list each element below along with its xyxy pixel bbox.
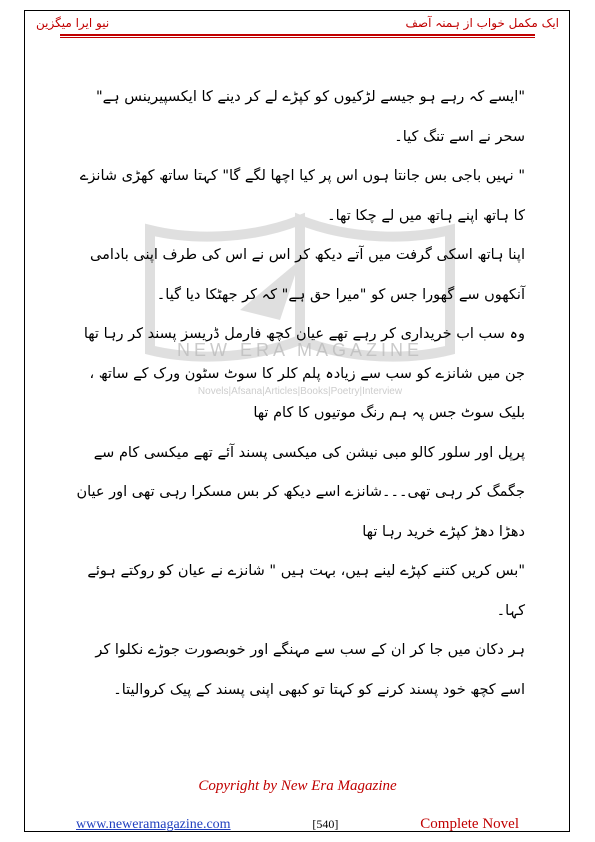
magazine-name: نیو ایرا میگزین bbox=[36, 16, 110, 30]
watermark-title: NEW ERA MAGAZINE bbox=[176, 340, 424, 360]
novel-title: ایک مکمل خواب از ہمنہ آصف bbox=[405, 16, 559, 30]
page-number: [540] bbox=[312, 817, 339, 831]
paragraph: " نہیں باجی بس جانتا ہوں اس پر کیا اچھا لگے گا" کہتا ساتھ کھڑی شانزے کا ہاتھ اپنے ہاتھ میں لے چکا تھا۔ bbox=[79, 168, 525, 224]
paragraph: وہ سب اب خریداری کر رہے تھے عیان کچھ فارمل ڈریسز پسند کر رہا تھا bbox=[83, 326, 525, 342]
page-footer bbox=[76, 816, 519, 833]
website-link[interactable]: www.neweramagazine.com bbox=[76, 816, 231, 832]
paragraph: ہر دکان میں جا کر ان کے سب سے مہنگے اور خوبصورت جوڑے نکلوا کر اسے کچھ خود پسند کرنے کو کہتا تو کبھی اپنی پسند کے پیک کروالیتا۔ bbox=[95, 642, 525, 698]
paragraph: اپنا ہاتھ اسکی گرفت میں آتے دیکھ کر اس نے اس کی طرف اپنی بادامی آنکھوں سے گھورا جس کو "میرا حق ہے" کہ کر جھٹکا دیا گیا۔ bbox=[89, 247, 525, 303]
header-rule-thin bbox=[60, 37, 535, 38]
watermark-subtitle: Novels|Afsana|Articles|Books|Poetry|Interview bbox=[197, 386, 403, 397]
paragraph: جن میں شانزے کو سب سے زیادہ پلم کلر کا سوٹ سٹون ورک کے ساتھ ، بلیک سوٹ جس پہ ہم رنگ موتیوں کا کام تھا bbox=[89, 365, 525, 421]
novel-body bbox=[70, 78, 525, 710]
footer-label: Complete Novel bbox=[420, 816, 519, 832]
header-rule bbox=[60, 34, 535, 36]
paragraph: پرپل اور سلور کالو مبی نیشن کی میکسی پسند آئے تھے میکسی کام سے جگمگ کر رہی تھی۔۔۔شانزے اسے دیکھ کر بس مسکرا رہی تھی اور عیان دھڑا دھڑ کپڑے خرید رہا تھا bbox=[76, 444, 525, 540]
copyright-notice: Copyright by New Era Magazine bbox=[198, 778, 397, 794]
page-header bbox=[36, 12, 559, 34]
paragraph: "ایسے کہ رہے ہو جیسے لڑکیوں کو کپڑے لے کر دینے کا ایکسپیرینس ہے" سحر نے اسے تنگ کیا۔ bbox=[95, 89, 525, 145]
paragraph: "بس کریں کتنے کپڑے لینے ہیں، بہت ہیں " شانزے نے عیان کو روکتے ہوئے کہا۔ bbox=[87, 563, 525, 619]
